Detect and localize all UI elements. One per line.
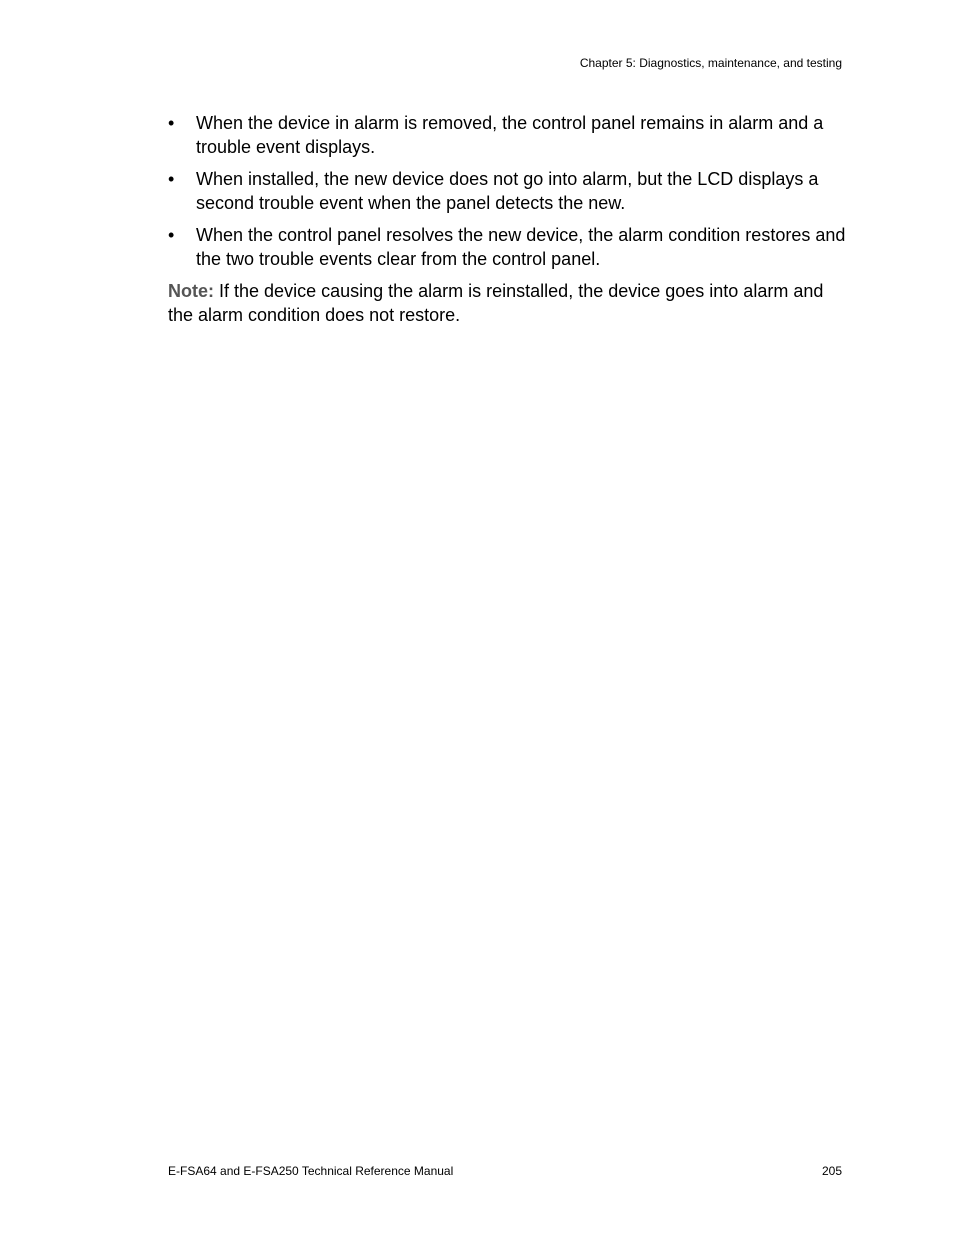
page-content (168, 112, 848, 327)
bullet-icon: • (168, 169, 175, 189)
note-label: Note: (168, 281, 214, 301)
bullet-icon: • (168, 225, 175, 245)
bullet-text: When the device in alarm is removed, the control panel remains in alarm and a trouble event displays. (196, 113, 824, 157)
manual-title: E-FSA64 and E-FSA250 Technical Reference Manual (168, 1164, 454, 1178)
page-number: 205 (821, 1164, 842, 1178)
bullet-text: When installed, the new device does not go into alarm, but the LCD displays a second trouble event when the panel detects the new. (196, 169, 819, 213)
bullet-icon: • (168, 113, 175, 133)
bullet-text: When the control panel resolves the new device, the alarm condition restores and the two trouble events clear from the control panel. (196, 225, 846, 269)
note-paragraph (168, 280, 848, 327)
running-header: Chapter 5: Diagnostics, maintenance, and testing (579, 56, 842, 70)
note-text: If the device causing the alarm is reinstalled, the device goes into alarm and the alarm condition does not restore. (168, 281, 824, 325)
bullet-list (168, 112, 848, 271)
list-item (168, 112, 848, 159)
list-item (168, 224, 848, 271)
list-item (168, 168, 848, 215)
